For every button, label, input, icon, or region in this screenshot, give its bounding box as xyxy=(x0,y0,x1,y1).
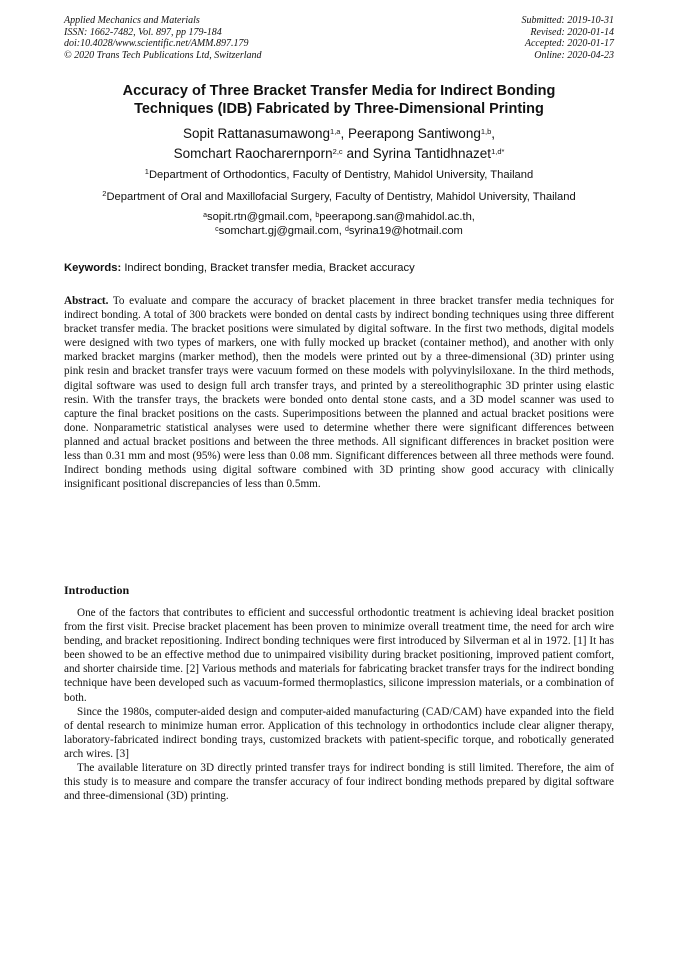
journal-doi: doi:10.4028/www.scientific.net/AMM.897.179 xyxy=(64,38,249,49)
date-revised: Revised: 2020-01-14 xyxy=(530,26,614,38)
journal-copyright: © 2020 Trans Tech Publications Ltd, Switzerland xyxy=(64,49,262,61)
author-sup: 1,a xyxy=(330,127,341,136)
author-sup: 1,b xyxy=(480,127,492,136)
article-dates xyxy=(522,15,615,61)
email-list xyxy=(40,210,638,238)
journal-issn: ISSN: 1662-7482, Vol. 897, pp 179-184 xyxy=(64,26,222,38)
email-address: somchart.gj@gmail.com xyxy=(218,225,339,237)
date-online: Online: 2020-04-23 xyxy=(534,49,614,61)
email-sup: b xyxy=(315,212,320,219)
author-name: Somchart Raocharernporn xyxy=(173,146,333,161)
keywords-text: Indirect bonding, Bracket transfer media, Bracket accuracy xyxy=(124,262,415,274)
affiliation-sup: 2 xyxy=(102,189,107,198)
journal-name: Applied Mechanics and Materials xyxy=(64,15,200,26)
affiliation-text: Department of Oral and Maxillofacial Surgery, Faculty of Dentistry, Mahidol University, Thailand xyxy=(106,191,576,203)
author-separator: , xyxy=(340,126,348,141)
email-sup: c xyxy=(215,226,219,233)
author-line-2 xyxy=(40,144,638,164)
email-address: peerapong.san@mahidol.ac.th xyxy=(319,211,472,223)
email-line-1 xyxy=(40,210,638,224)
author-separator: and xyxy=(342,146,373,161)
email-address: syrina19@hotmail.com xyxy=(348,225,463,237)
abstract xyxy=(64,294,614,491)
affiliation-sup: 1 xyxy=(144,167,149,176)
author-name: Sopit Rattanasumawong xyxy=(182,126,331,141)
affiliation-text: Department of Orthodontics, Faculty of Dentistry, Mahidol University, Thailand xyxy=(148,169,534,181)
affiliation-2 xyxy=(20,190,658,204)
author-separator: , xyxy=(491,126,496,141)
intro-paragraph: The available literature on 3D directly printed transfer trays for indirect bonding is still limited. Therefore, the aim of this study is to measure and compare the transfer accuracy of four indirect bonding methods prepared by digital software and three-dimensional (3D) printing. xyxy=(64,762,614,803)
email-separator: , xyxy=(471,211,475,223)
journal-info xyxy=(64,15,262,61)
email-line-2 xyxy=(40,224,638,238)
abstract-text: To evaluate and compare the accuracy of bracket placement in three bracket transfer media techniques for indirect bonding. A total of 300 brackets were bonded on dental casts by indirect bonding techniques using three different bracket transfer media. The bracket positions were simulated by digital software. In the first two methods, digital models were designed with two types of markers, one with fully mocked up bracket (container method), and another with only marked bracket margins (marker method), then the models were printed out by a three-dimensional (3D) printer using pink resin and bracket transfer trays were vacuum formed on these models with polyvinylsiloxane. In the third methods, digital software was used to design full arch transfer trays, and printed by a stereolithographic 3D printer using elastic resin. With the transfer trays, the brackets were bonded onto dental stone casts, and a 3D model scanner was used to capture the final bracket positions on the casts. Superimpositions between the planned and actual bracket positions were done. Nonparametric statistical analyses were used to determine whether there were significant differences between planned and actual bracket positions and between the three methods. All significant differences in bracket position were less than 0.31 mm and most (95%) were less than 0.08 mm. Significant differences between all three methods were found. Indirect bonding methods using digital software combined with 3D printing show good accuracy with clinically insignificant positional discrepancies of less than 0.5mm. xyxy=(64,295,614,491)
author-sup: 2,c xyxy=(332,147,343,156)
author-sup: 1,d* xyxy=(491,147,505,156)
intro-paragraph: Since the 1980s, computer-aided design and computer-aided manufacturing (CAD/CAM) have expanded into the field of dental research to minimize human error. Application of this technology in orthodontics include clear aligner therapy, laboratory-fabricated indirect bonding trays, customized brackets with patient-specific torque, and robotically generated arch wires. [3] xyxy=(64,705,614,760)
date-submitted: Submitted: 2019-10-31 xyxy=(521,15,614,26)
title-line-2: Techniques (IDB) Fabricated by Three-Dimensional Printing xyxy=(134,101,544,117)
abstract-label: Abstract. xyxy=(64,295,109,307)
section-heading-introduction: Introduction xyxy=(64,583,130,597)
email-sup: d xyxy=(345,226,349,233)
affiliation-1 xyxy=(20,168,658,182)
date-accepted: Accepted: 2020-01-17 xyxy=(524,38,614,49)
author-name: Peerapong Santiwong xyxy=(347,126,481,141)
email-address: sopit.rtn@gmail.com xyxy=(206,211,310,223)
email-separator: , xyxy=(309,211,316,223)
keywords xyxy=(64,261,614,275)
title-line-1: Accuracy of Three Bracket Transfer Media for Indirect Bonding xyxy=(122,83,556,99)
author-list xyxy=(40,124,638,164)
author-name: Syrina Tantidhnazet xyxy=(372,146,492,161)
keywords-label: Keywords: xyxy=(64,262,122,274)
email-separator: , xyxy=(338,225,346,237)
introduction-body xyxy=(64,606,614,803)
paper-title xyxy=(40,82,638,118)
intro-paragraph: One of the factors that contributes to efficient and successful orthodontic treatment is achieving ideal bracket position from the first visit. Precise bracket placement has been proven to minimize overall treatment time, the need for arch wire bending, and bracket repositioning. Indirect bonding techniques were first introduced by Silverman et al in 1972. [1] It has been showed to be an effective method due to unimpaired visibility during bracket positioning, improved patient comfort, and shorter chairside time. [2] Various methods and materials for fabricating bracket transfer trays for the indirect bonding technique have been developed such as vacuum-formed thermoplastics, silicone impression materials, or a combination of both. xyxy=(64,607,614,704)
email-sup: a xyxy=(203,212,207,219)
author-line-1 xyxy=(40,124,638,144)
